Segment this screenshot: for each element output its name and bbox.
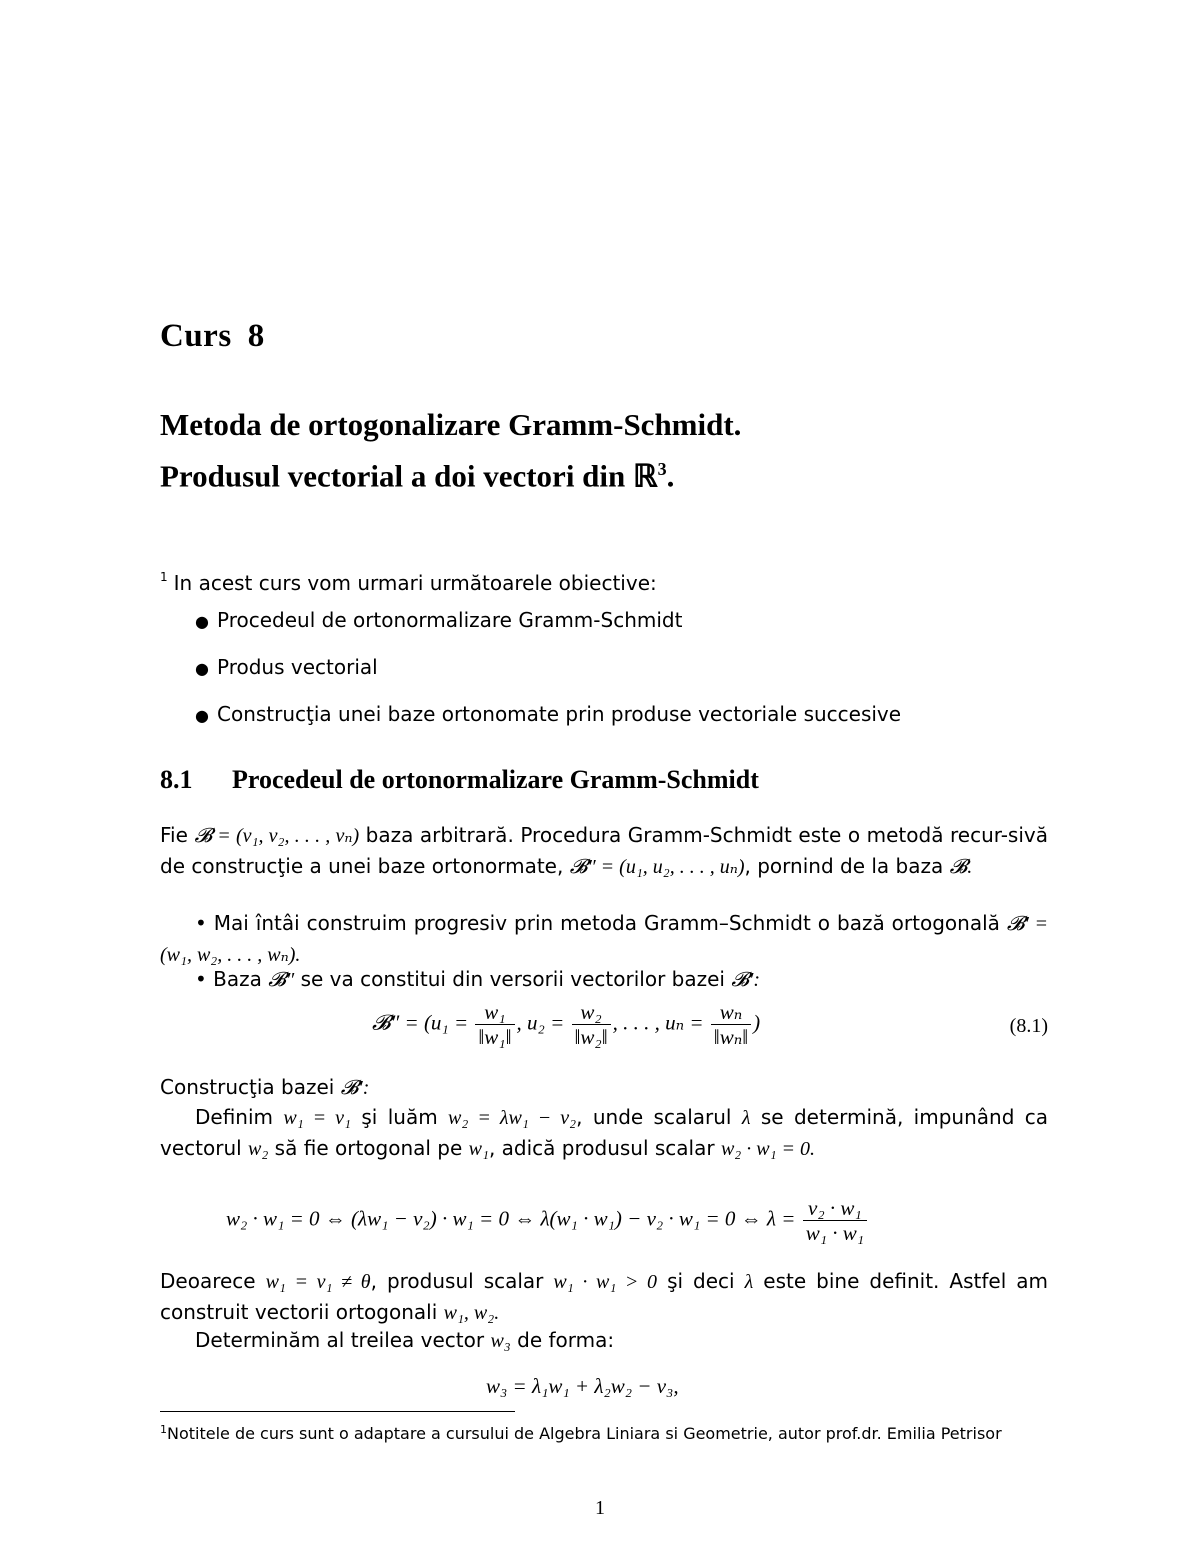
formula-inline: 𝓑′:: [731, 969, 761, 991]
formula-inline: 𝓑.: [949, 856, 973, 878]
bullet-icon: ●: [195, 706, 209, 725]
objective-text: Procedeul de ortonormalizare Gramm-Schmidt: [217, 608, 683, 632]
objective-item: [195, 605, 901, 652]
footnote-text: Notitele de curs sunt o adaptare a cursului de Algebra Liniara si Geometrie, autor prof.dr. Emilia Petrisor: [167, 1424, 1002, 1443]
intro-footnote-mark: 1: [160, 570, 168, 584]
intro-line: [160, 562, 657, 598]
chapter-heading: [160, 318, 265, 355]
formula-inline: 𝓑″ = (u₁, u₂, . . . , uₙ): [569, 856, 745, 878]
footnote: [160, 1418, 1048, 1445]
formula-inline: 𝓑 = (v₁, v₂, . . . , vₙ): [194, 825, 360, 847]
objective-text: Produs vectorial: [217, 655, 378, 679]
paragraph-construction: Construcţia bazei 𝓑′:: [160, 1075, 370, 1099]
bullet-icon: ●: [195, 659, 209, 678]
chapter-number: 8: [247, 318, 265, 354]
reals-exponent: 3: [657, 459, 667, 479]
objective-text: Construcţia unei baze ortonomate prin produse vectoriale succesive: [217, 702, 902, 726]
title-line-1: Metoda de ortogonalizare Gramm-Schmidt.: [160, 407, 742, 442]
chapter-label: Curs: [160, 318, 232, 354]
bullet-icon: ●: [195, 612, 209, 631]
chapter-title: [160, 403, 741, 498]
equation-number: (8.1): [1009, 1015, 1048, 1037]
section-number: 8.1: [160, 765, 193, 794]
footnote-rule: [160, 1411, 515, 1412]
objective-item: [195, 699, 901, 746]
title-line-2-text: Produsul vectorial a doi vectori din: [160, 458, 634, 494]
paragraph-orthogonal-basis: • Mai întâi construim progresiv prin metoda Gramm–Schmidt o bază ortogonală 𝓑′ = (w₁, w₂, . . . , wₙ).: [160, 911, 1049, 966]
paragraph-third-vector: Determinăm al treilea vector w₃ de forma:: [195, 1328, 615, 1352]
paragraph-define-w2: Definim w₁ = v₁ şi luăm w₂ = λw₁ − v₂, unde scalarul λ se determină, impunând ca vectorul w₂ să fie ortogonal pe w₁, adică produsul scalar w₂ · w₁ = 0.: [160, 1105, 1048, 1160]
equation-w3: w₃ = λ₁w₁ + λ₂w₂ − v₃,: [486, 1374, 679, 1398]
formula-inline: 𝓑″: [268, 969, 295, 991]
objective-item: [195, 652, 901, 699]
paragraph-versors: • Baza 𝓑″ se va constitui din versorii vectorilor bazei 𝓑′:: [195, 967, 761, 991]
title-line-2-end: .: [666, 458, 675, 494]
section-heading: [160, 765, 759, 795]
title-line-2: [160, 447, 741, 498]
formula-inline: 𝓑′ = (w₁, w₂, . . . , wₙ).: [160, 913, 1049, 966]
equation-lambda: w₂ · w₁ = 0 ⇔ (λw₁ − v₂) · w₁ = 0 ⇔ λ(w₁ · w₁) − v₂ · w₁ = 0 ⇔ λ = $\frac{\text{v₂ · w₁}}{\text{w₁ · w₁}}$: [226, 1196, 869, 1245]
objectives-list: [195, 605, 901, 746]
paragraph-well-defined: Deoarece w₁ = v₁ ≠ θ, produsul scalar w₁ · w₁ > 0 şi deci λ este bine definit. Astfel am construit vectorii ortogonali w₁, w₂.: [160, 1269, 1048, 1324]
footnote-mark: 1: [160, 1423, 167, 1436]
page-number: 1: [595, 1497, 605, 1519]
paragraph-basis-definition: Fie 𝓑 = (v₁, v₂, . . . , vₙ) baza arbitrară. Procedura Gramm-Schmidt este o metodă recur-sivă de construcţie a unei baze ortonormate, 𝓑″ = (u₁, u₂, . . . , uₙ), pornind de la baza 𝓑.: [160, 823, 1048, 878]
reals-symbol: ℝ: [633, 458, 658, 494]
formula-inline: 𝓑′:: [340, 1077, 370, 1099]
intro-text: In acest curs vom urmari următoarele obiective:: [173, 571, 657, 595]
section-title: Procedeul de ortonormalizare Gramm-Schmidt: [232, 765, 759, 794]
equation-8-1: 𝓑″ = (u₁ = $\frac{\text{w₁}}{\text{‖w₁‖}}$ , u₂ = $\frac{\text{w₂}}{\text{‖w₂‖}}$ , . . . , uₙ = $\frac{\text{wₙ}}{\text{‖wₙ‖}}$ ): [372, 1000, 761, 1049]
